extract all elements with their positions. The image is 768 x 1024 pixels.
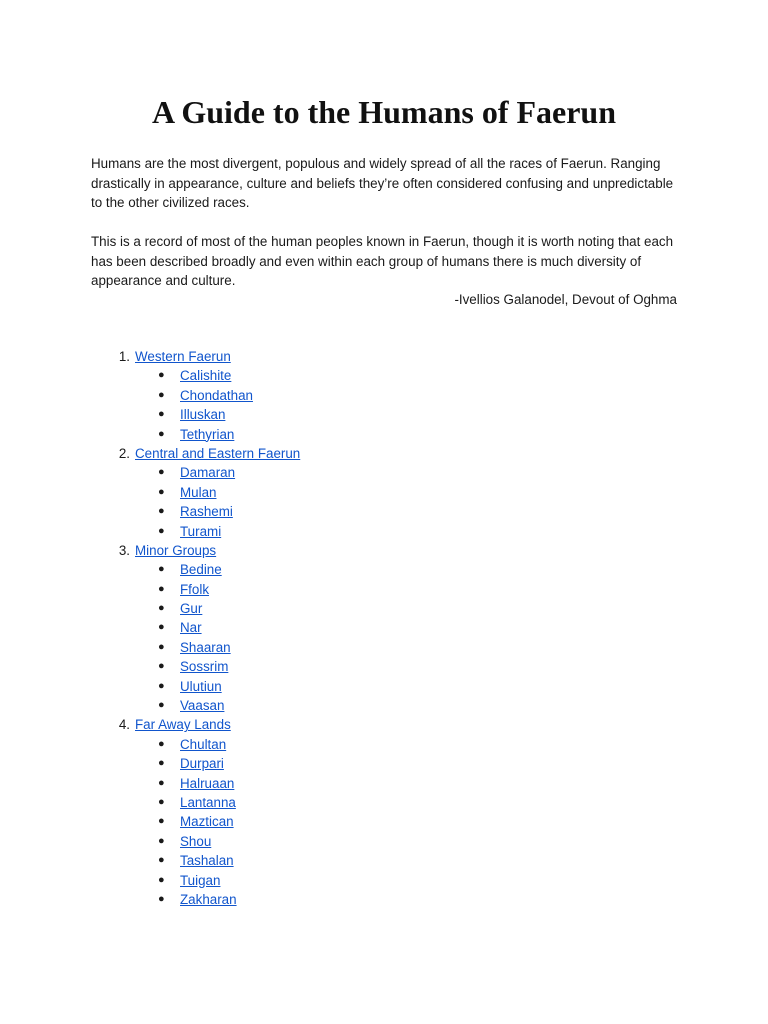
subitem-link[interactable]: Damaran xyxy=(180,465,236,481)
toc-subitem xyxy=(0,793,768,812)
bullet-icon: ● xyxy=(158,737,165,750)
section-number: 1. xyxy=(118,349,130,364)
bullet-icon: ● xyxy=(158,757,165,770)
toc-subitem xyxy=(0,832,768,851)
bullet-icon: ● xyxy=(158,776,165,789)
subitem-link[interactable]: Vaasan xyxy=(180,698,225,714)
page-title: A Guide to the Humans of Faerun xyxy=(151,94,617,130)
section-number: 3. xyxy=(118,542,130,558)
toc-subitem xyxy=(0,871,768,890)
toc-subitem xyxy=(0,657,768,676)
toc-section xyxy=(0,715,768,734)
subitem-link[interactable]: Chultan xyxy=(180,736,227,752)
section-link[interactable]: Far Away Lands xyxy=(135,717,231,733)
subitem-link[interactable]: Halruaan xyxy=(180,775,235,791)
section-link[interactable]: Western Faerun xyxy=(135,349,231,364)
bullet-icon: ● xyxy=(158,524,165,537)
bullet-icon: ● xyxy=(158,388,165,401)
subitem-link[interactable]: Gur xyxy=(180,601,203,617)
subitem-link[interactable]: Lantanna xyxy=(180,794,236,810)
toc-subitem xyxy=(0,425,768,444)
author-signature: -Ivellios Galanodel, Devout of Oghma xyxy=(454,292,677,307)
bullet-icon: ● xyxy=(158,505,165,518)
toc-subitem xyxy=(0,366,768,385)
toc-subitem xyxy=(0,618,768,637)
bullet-icon: ● xyxy=(158,815,165,828)
toc-subitem xyxy=(0,812,768,831)
bullet-icon: ● xyxy=(158,466,165,479)
bullet-icon: ● xyxy=(158,660,165,673)
bullet-icon: ● xyxy=(158,582,165,595)
section-number: 2. xyxy=(118,445,130,461)
toc-subitem xyxy=(0,754,768,773)
subitem-link[interactable]: Calishite xyxy=(180,368,232,384)
intro-paragraph: Humans are the most divergent, populous and widely spread of all the races of Faerun. Ranging drastically in appearance, culture and beliefs they’re often considered confusing and unpredictable to the other civilized races. xyxy=(91,156,674,210)
toc-subitem xyxy=(0,638,768,657)
toc-section xyxy=(0,541,768,560)
subitem-link[interactable]: Rashemi xyxy=(180,504,233,520)
bullet-icon: ● xyxy=(158,699,165,712)
toc-subitem xyxy=(0,560,768,579)
bullet-icon: ● xyxy=(158,679,165,692)
subitem-link[interactable]: Illuskan xyxy=(180,407,226,423)
subitem-link[interactable]: Tuigan xyxy=(180,872,221,888)
subitem-link[interactable]: Maztican xyxy=(180,814,234,830)
bullet-icon: ● xyxy=(158,834,165,847)
bullet-icon: ● xyxy=(158,795,165,808)
toc-section xyxy=(0,347,768,366)
bullet-icon: ● xyxy=(158,854,165,867)
toc-subitem xyxy=(0,580,768,599)
subitem-link[interactable]: Shaaran xyxy=(180,639,231,655)
subitem-link[interactable]: Ulutiun xyxy=(180,678,222,694)
toc-subitem xyxy=(0,502,768,521)
subitem-link[interactable]: Tethyrian xyxy=(180,426,235,442)
toc-subitem xyxy=(0,386,768,405)
bullet-icon: ● xyxy=(158,485,165,498)
bullet-icon: ● xyxy=(158,621,165,634)
subitem-link[interactable]: Nar xyxy=(180,620,202,636)
table-of-contents xyxy=(0,347,768,909)
subitem-link[interactable]: Durpari xyxy=(180,756,224,772)
toc-subitem xyxy=(0,463,768,482)
subitem-link[interactable]: Ffolk xyxy=(180,581,210,597)
subitem-link[interactable]: Turami xyxy=(180,523,222,539)
subitem-link[interactable]: Zakharan xyxy=(180,891,237,907)
toc-subitem xyxy=(0,522,768,541)
section-link[interactable]: Central and Eastern Faerun xyxy=(135,445,301,461)
bullet-icon: ● xyxy=(158,602,165,615)
toc-subitem xyxy=(0,735,768,754)
subitem-link[interactable]: Mulan xyxy=(180,484,217,500)
bullet-icon: ● xyxy=(158,873,165,886)
toc-subitem xyxy=(0,774,768,793)
toc-subitem xyxy=(0,890,768,909)
subitem-link[interactable]: Sossrim xyxy=(180,659,229,675)
toc-subitem xyxy=(0,696,768,715)
toc-subitem xyxy=(0,483,768,502)
toc-subitem xyxy=(0,599,768,618)
record-paragraph: This is a record of most of the human peoples known in Faerun, though it is worth noting that each has been described broadly and even within each group of humans there is much diversity of appearance and culture. xyxy=(91,234,674,288)
bullet-icon: ● xyxy=(158,892,165,905)
subitem-link[interactable]: Bedine xyxy=(180,562,222,578)
subitem-link[interactable]: Chondathan xyxy=(180,387,253,403)
toc-section xyxy=(0,444,768,463)
bullet-icon: ● xyxy=(158,408,165,421)
toc-subitem xyxy=(0,677,768,696)
toc-subitem xyxy=(0,851,768,870)
toc-subitem xyxy=(0,405,768,424)
subitem-link[interactable]: Tashalan xyxy=(180,853,234,869)
section-number: 4. xyxy=(118,717,130,733)
bullet-icon: ● xyxy=(158,427,165,440)
bullet-icon: ● xyxy=(158,640,165,653)
bullet-icon: ● xyxy=(158,369,165,382)
section-link[interactable]: Minor Groups xyxy=(135,542,217,558)
subitem-link[interactable]: Shou xyxy=(180,833,212,849)
bullet-icon: ● xyxy=(158,563,165,576)
